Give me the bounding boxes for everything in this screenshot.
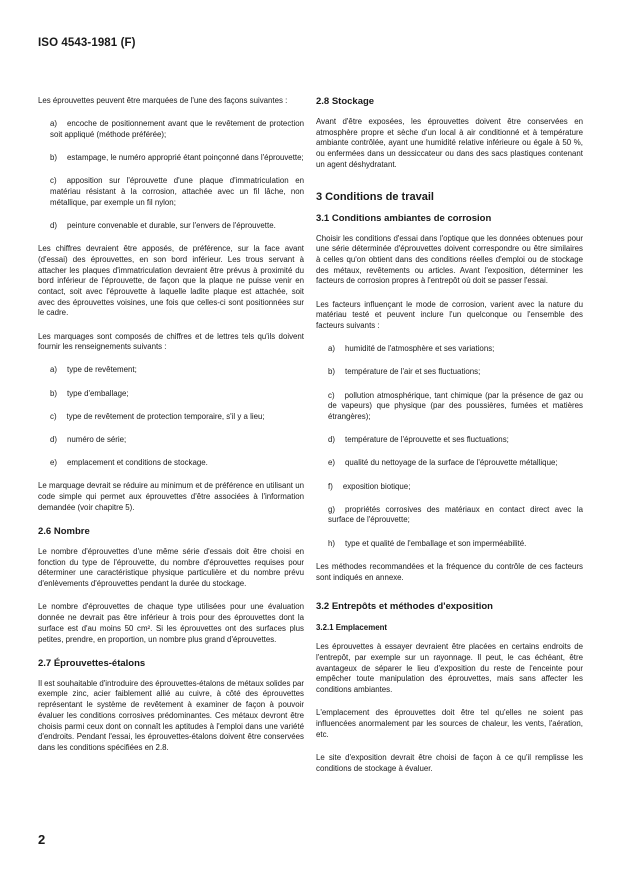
- list-item-text: type de revêtement;: [67, 365, 137, 375]
- list-item: [50, 176, 304, 208]
- list-item-marker: d): [50, 220, 58, 230]
- list-item-marker: e): [328, 458, 336, 468]
- section-heading: 2.8 Stockage: [316, 96, 375, 107]
- list-item-marker: e): [50, 458, 58, 468]
- list-item-text: encoche de positionnement avant que le revêtement de protection soit appliqué (méthode préférée);: [50, 119, 304, 139]
- paragraph: Choisir les conditions d'essai dans l'optique que les données obtenues pour une série déterminée d'éprouvettes doivent correspondre ou être similaires à celles qu'on obtient dans des conditions réelles d'emploi ou de stockage des métaux, revêtements ou articles. Avant l'exposition, déterminer les facteurs de corrosion propres à l'entrepôt où doit se passer l'essai.: [316, 233, 583, 286]
- list-item-text: type de revêtement de protection temporaire, s'il y a lieu;: [66, 411, 265, 421]
- list-item-marker: g): [328, 504, 336, 514]
- list-item-marker: c): [50, 411, 57, 421]
- paragraph: Les chiffres devraient être apposés, de préférence, sur la face avant (d'essai) des éprouvettes, en son bord inférieur. Les trous servant à attacher les plaques d'immatriculation devraient être prévus à proximité du bord inférieur de l'éprouvette, de façon que la plaque ne puisse venir en contact, soit avec l'éprouvette à laquelle ladite plaque est attachée, soit avec des éprouvettes voisines, une fois que celles-ci sont positionnées sur le cadre.: [38, 244, 304, 318]
- list-item: [328, 458, 583, 469]
- factors-list: [316, 344, 583, 549]
- list-item-text: type et qualité de l'emballage et son imperméabilité.: [345, 538, 527, 548]
- list-item-text: estampage, le numéro approprié étant poinçonné dans l'éprouvette;: [67, 153, 304, 163]
- list-item-text: type d'emballage;: [67, 388, 129, 398]
- list-item-text: température de l'air et ses fluctuations;: [345, 367, 481, 377]
- list-item: [50, 221, 304, 232]
- list-item-marker: c): [328, 390, 335, 400]
- marking-methods-list: [38, 119, 304, 231]
- section-heading: 2.7 Éprouvettes-étalons: [38, 657, 146, 669]
- chapter-heading: 3 Conditions de travail: [316, 190, 434, 203]
- list-item-text: qualité du nettoyage de la surface de l'éprouvette métallique;: [345, 458, 558, 468]
- list-item-text: exposition biotique;: [342, 481, 411, 491]
- paragraph: Les éprouvettes à essayer devraient être placées en certains endroits de l'entrepôt, par exemple sur un rayonnage. Il peut, le cas échéant, être avantageux de séparer le lieu d'exposition du reste de l'enceinte pour empêcher toute manipulation des éprouvettes, mais sans affecter les conditions ambiantes.: [316, 642, 583, 695]
- list-item: [328, 482, 583, 493]
- list-item: [50, 119, 304, 140]
- list-item-marker: f): [328, 481, 333, 491]
- list-item-text: apposition sur l'éprouvette d'une plaque d'immatriculation en matériau résistant à la corrosion, attachée avec un fil lâche, non métallique, par exemple un fil nylon;: [50, 176, 304, 207]
- list-item: [328, 505, 583, 526]
- list-item: [328, 391, 583, 423]
- section-heading: 2.6 Nombre: [38, 526, 90, 538]
- document-header: ISO 4543-1981 (F): [38, 37, 136, 49]
- paragraph: Le site d'exposition devrait être choisi de façon à ce qu'il remplisse les conditions de stockage à évaluer.: [316, 752, 583, 773]
- right-column: [316, 96, 583, 787]
- list-item: [328, 344, 583, 355]
- list-item-marker: c): [50, 176, 57, 186]
- subsection-heading: 3.2.1 Emplacement: [316, 623, 388, 633]
- paragraph: Le nombre d'éprouvettes de chaque type utilisées pour une évaluation donnée ne devrait pas être inférieur à trois pour des éprouvettes dont la surface est d'au moins 50 cm². Si les éprouvettes ont des surfaces plus petites, prendre, en proportion, un nombre plus grand d'éprouvettes.: [38, 602, 304, 644]
- list-item-text: emplacement et conditions de stockage.: [67, 458, 208, 468]
- list-item-marker: d): [50, 435, 58, 445]
- paragraph: L'emplacement des éprouvettes doit être tel qu'elles ne soient pas influencées anormalement par les sources de chaleur, les vents, l'aération, etc.: [316, 708, 583, 739]
- info-items-list: [38, 365, 304, 469]
- list-item: [50, 389, 304, 400]
- list-item-text: température de l'éprouvette et ses fluctuations;: [345, 435, 509, 445]
- list-item-marker: b): [50, 153, 58, 163]
- list-item-text: propriétés corrosives des matériaux en contact direct avec la surface de l'éprouvette;: [328, 504, 583, 525]
- list-item-marker: b): [328, 367, 336, 377]
- list-item: [328, 539, 583, 550]
- list-item-marker: a): [50, 119, 58, 129]
- list-item-marker: h): [328, 538, 336, 548]
- list-item: [50, 153, 304, 164]
- list-item: [50, 458, 304, 469]
- paragraph: Le marquage devrait se réduire au minimum et de préférence en utilisant un code simple qui permet aux éprouvettes d'être associées à l'information demandée (voir chapitre 5).: [38, 481, 304, 512]
- section-heading: 3.1 Conditions ambiantes de corrosion: [316, 212, 492, 224]
- list-item: [50, 365, 304, 376]
- paragraph: Les éprouvettes peuvent être marquées de l'une des façons suivantes :: [38, 96, 288, 105]
- list-item-text: numéro de série;: [67, 435, 127, 445]
- page-number: 2: [38, 832, 46, 847]
- section-heading: 3.2 Entrepôts et méthodes d'exposition: [316, 601, 493, 613]
- left-column: [38, 96, 304, 766]
- list-item-marker: d): [328, 435, 336, 445]
- list-item-marker: a): [328, 344, 336, 354]
- list-item-text: peinture convenable et durable, sur l'envers de l'éprouvette.: [67, 220, 276, 230]
- paragraph: Il est souhaitable d'introduire des éprouvettes-étalons de métaux solides par exemple zinc, acier faiblement allié au cuivre, à côté des éprouvettes représentant le système de revêtement à examiner de façon à pouvoir évaluer les conditions corrosives prédominantes. Ces métaux devront être choisis parmi ceux dont on connaît les aptitudes à l'emploi dans une variété d'endroits. Pendant l'essai, les éprouvettes-étalons doivent être conservées dans les conditions spécifiées en 2.8.: [38, 678, 305, 752]
- paragraph: Le nombre d'éprouvettes d'une même série d'essais doit être choisi en fonction du type de l'éprouvette, du nombre d'éprouvettes requises pour déterminer une caractéristique physique particulière et du nombre prévu d'enlèvements d'éprouvettes pendant la durée du stockage.: [38, 547, 304, 589]
- paragraph: Les marquages sont composés de chiffres et de lettres tels qu'ils doivent fournir les renseignements suivants :: [38, 331, 304, 352]
- list-item: [328, 435, 583, 446]
- paragraph: Les facteurs influençant le mode de corrosion, varient avec la nature du matériau testé et peuvent inclure l'un quelconque ou l'ensemble des facteurs suivants :: [316, 299, 583, 330]
- list-item: [50, 412, 304, 423]
- list-item: [328, 367, 583, 378]
- list-item: [50, 435, 304, 446]
- list-item-text: humidité de l'atmosphère et ses variations;: [345, 344, 495, 354]
- paragraph: Les méthodes recommandées et la fréquence du contrôle de ces facteurs sont indiqués en annexe.: [316, 561, 583, 582]
- list-item-marker: b): [50, 388, 58, 398]
- list-item-text: pollution atmosphérique, tant chimique (par la présence de gaz ou de vapeurs) que physique (par des poussières, fumées et matières étrangères);: [328, 390, 583, 421]
- paragraph: Avant d'être exposées, les éprouvettes doivent être conservées en atmosphère propre et sèche d'un local à air conditionné et à température ambiante contrôlée, ayant une humidité relative inférieure ou égale à 50 %, ou enfermées dans un dessiccateur ou dans des sacs plastiques contenant un agent déshydratant.: [316, 117, 583, 169]
- list-item-marker: a): [50, 365, 58, 375]
